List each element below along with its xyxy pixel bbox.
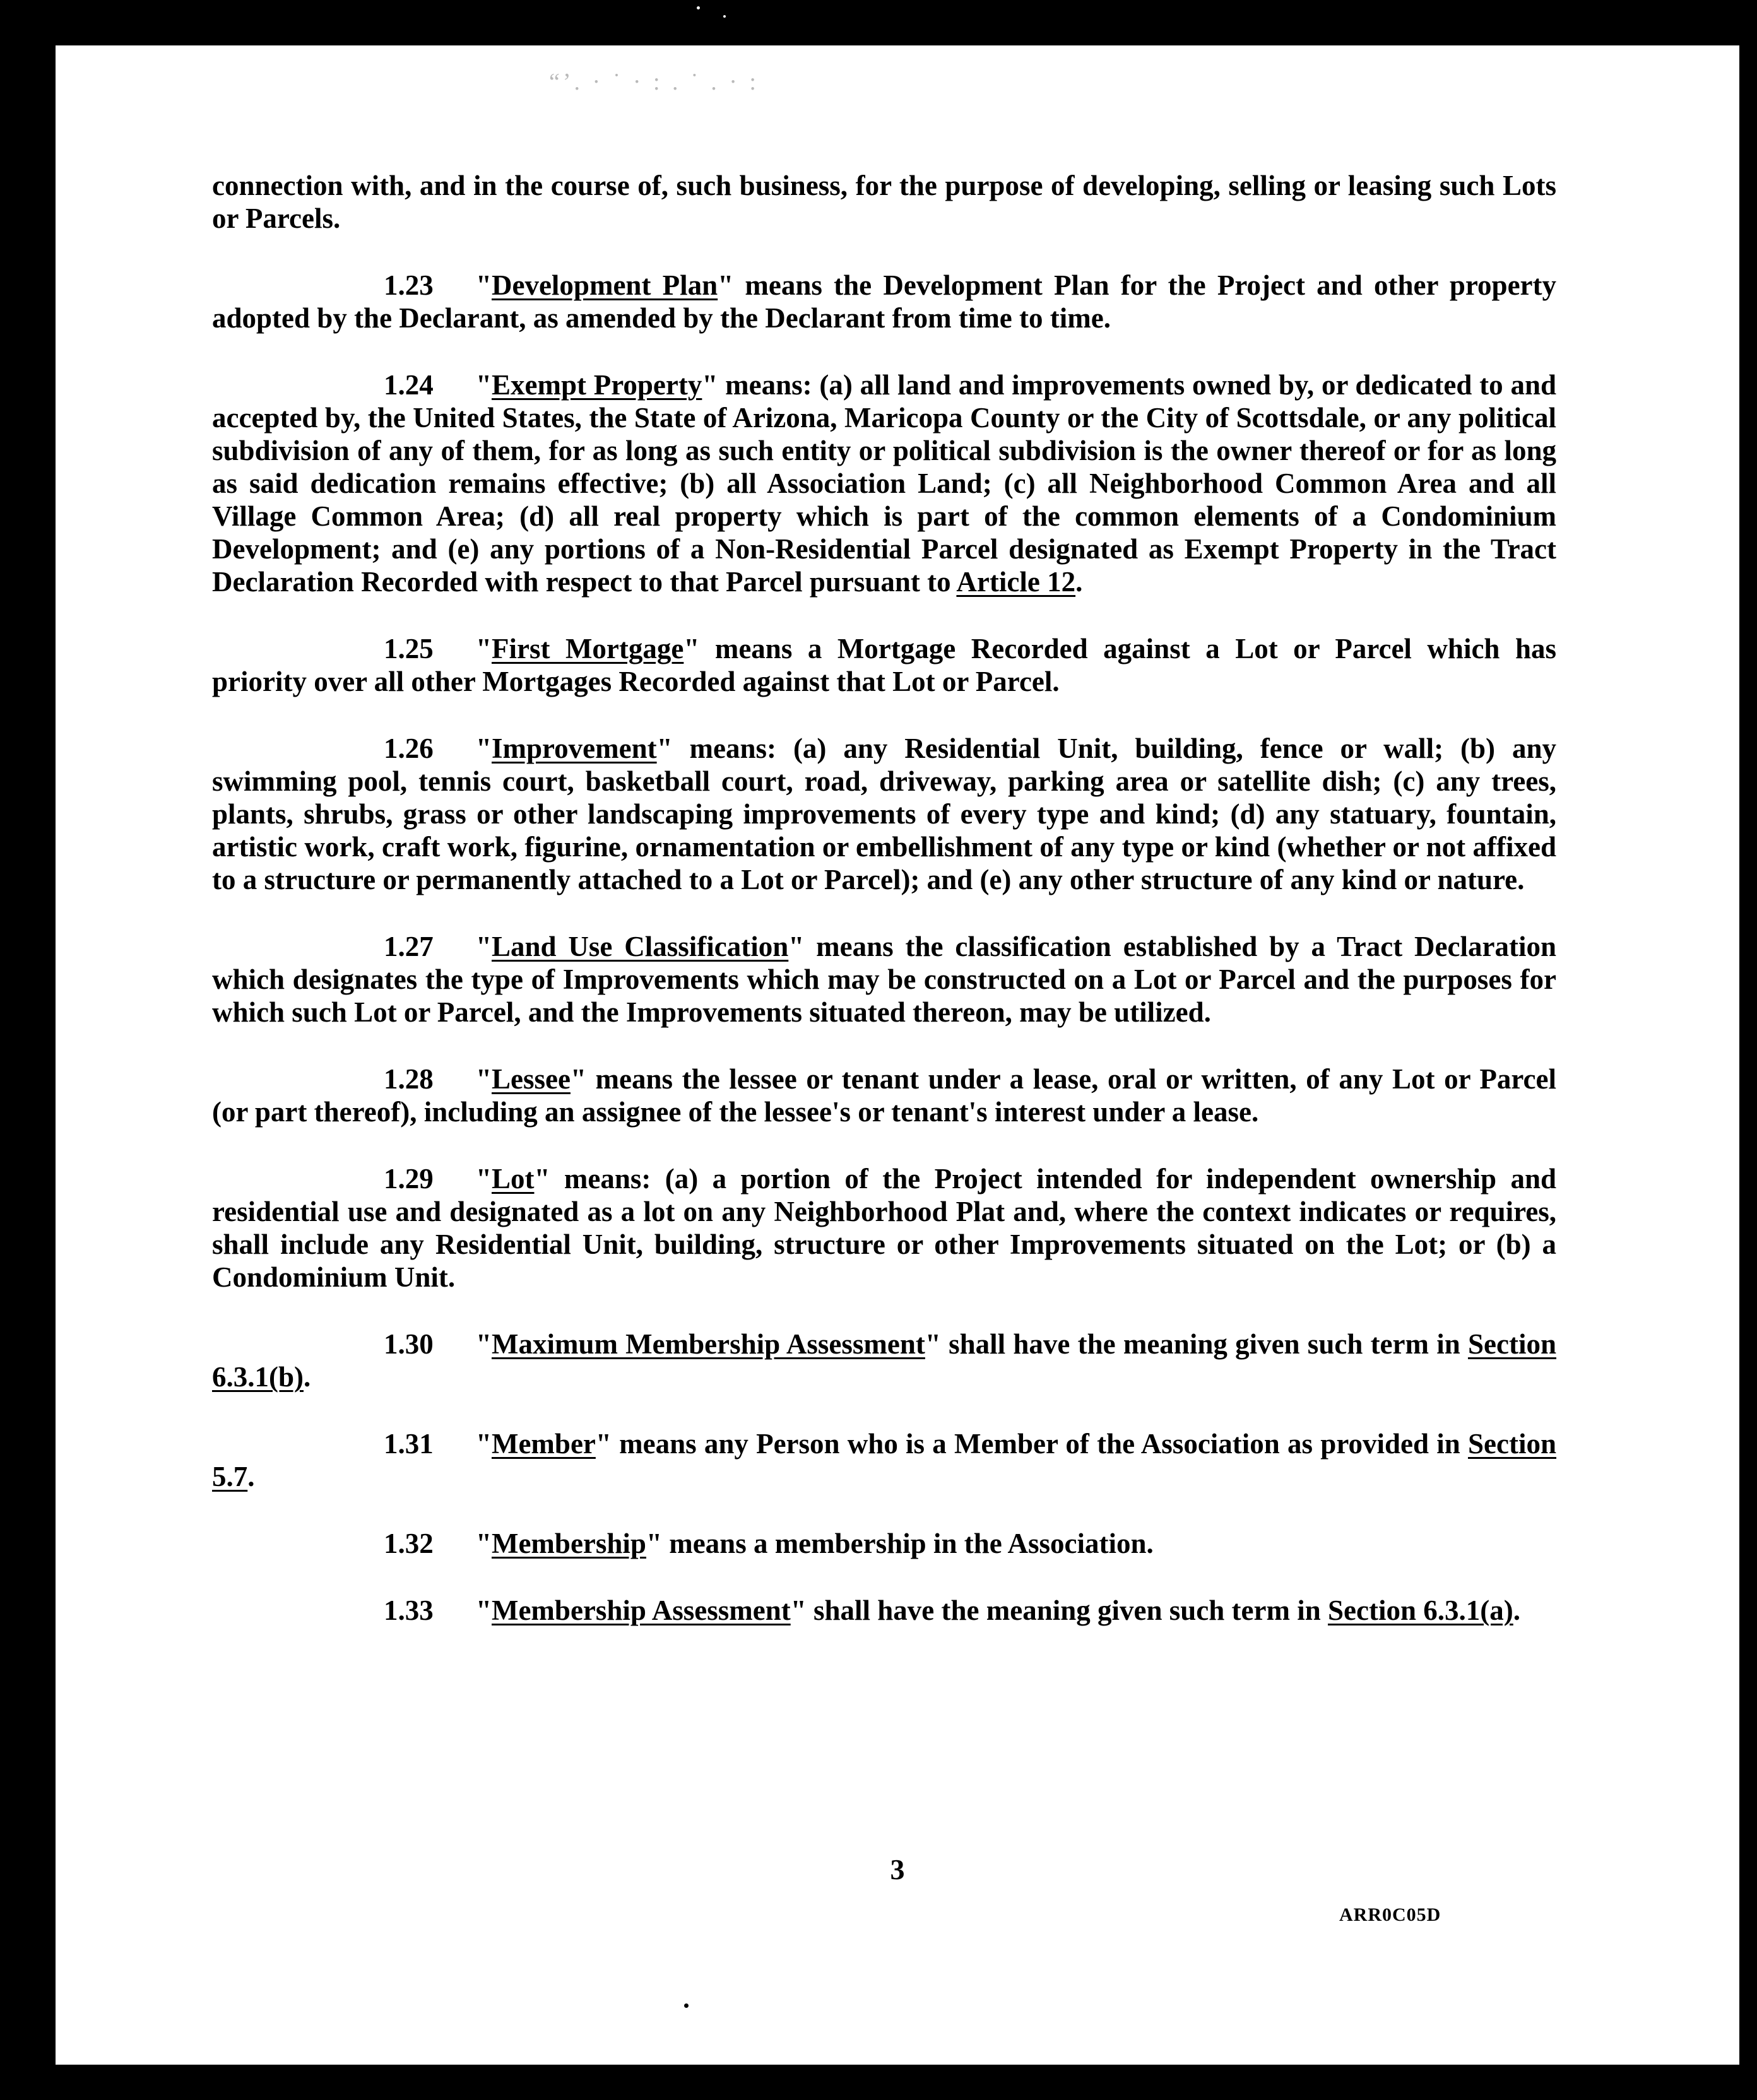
defined-term: First Mortgage	[491, 633, 684, 664]
section-number: 1.29	[384, 1163, 434, 1195]
open-quote: "	[476, 369, 492, 401]
defined-term: Member	[491, 1428, 596, 1460]
definition-text-end: .	[1513, 1595, 1520, 1626]
defined-term: Lessee	[491, 1063, 571, 1095]
open-quote: "	[476, 269, 492, 301]
cross-reference: Article 12	[956, 566, 1076, 598]
faint-header-mark: “’. · ˙ · : . ˙ . · :	[549, 69, 759, 95]
close-quote: "	[595, 1428, 612, 1460]
definition-text: shall have the meaning given such term in	[940, 1328, 1468, 1360]
definition-text: means a membership in the Association.	[661, 1528, 1154, 1559]
paragraph-text: connection with, and in the course of, such business, for the purpose of developing, selling or leasing such Lots or Parcels.	[212, 170, 1556, 234]
open-quote: "	[476, 633, 492, 664]
defined-term: Development Plan	[491, 269, 718, 301]
section-number: 1.32	[384, 1528, 434, 1559]
definition-text: means the classification established by a Tract Declaration which designates the type of Improvements which may be constructed on a Lot or Parcel and the purposes for which such Lot or Parcel, and the Improvements situated thereon, may be utilized.	[212, 931, 1556, 1028]
close-quote: "	[790, 1595, 807, 1626]
defined-term: Lot	[491, 1163, 535, 1195]
definition-1-24	[212, 369, 1556, 598]
document-code: ARR0C05D	[1339, 1904, 1441, 1925]
document-page	[56, 45, 1739, 2065]
open-quote: "	[476, 1595, 492, 1626]
definition-text: means the Development Plan for the Project and other property adopted by the Declarant, as amended by the Declarant from time to time.	[212, 269, 1556, 334]
definition-text: means: (a) a portion of the Project intended for independent ownership and residential use and designated as a lot on any Neighborhood Plat and, where the context indicates or requires, shall include any Residential Unit, building, structure or other Improvements situated on the Lot; or (b) a Condominium Unit.	[212, 1163, 1556, 1293]
definition-1-30	[212, 1328, 1556, 1393]
definition-text: means: (a) any Residential Unit, building, fence or wall; (b) any swimming pool, tennis court, basketball court, road, driveway, parking area or satellite dish; (c) any trees, plants, shrubs, grass or other landscaping improvements of every type and kind; (d) any statuary, fountain, artistic work, craft work, figurine, ornamentation or embellishment of any type or kind (whether or not affixed to a structure or permanently attached to a Lot or Parcel); and (e) any other structure of any kind or nature.	[212, 733, 1556, 895]
document-body	[212, 169, 1556, 1661]
section-number: 1.31	[384, 1428, 434, 1460]
cross-reference: Section 6.3.1(a)	[1328, 1595, 1513, 1626]
definition-text-end: .	[304, 1361, 311, 1393]
definition-1-26	[212, 732, 1556, 896]
cross-reference: Section 5.7	[212, 1428, 1556, 1492]
defined-term: Membership	[491, 1528, 646, 1559]
defined-term: Exempt Property	[491, 369, 702, 401]
close-quote: "	[570, 1063, 586, 1095]
section-number: 1.23	[384, 269, 434, 301]
close-quote: "	[534, 1163, 550, 1195]
definition-text: means a Mortgage Recorded against a Lot or Parcel which has priority over all other Mortgages Recorded against that Lot or Parcel.	[212, 633, 1556, 697]
close-quote: "	[718, 269, 734, 301]
paragraph-continuation	[212, 169, 1556, 235]
scan-speck	[697, 6, 700, 9]
definition-1-32	[212, 1527, 1556, 1560]
page-number: 3	[890, 1853, 905, 1885]
cross-reference: Section 6.3.1(b)	[212, 1328, 1556, 1393]
close-quote: "	[646, 1528, 662, 1559]
section-number: 1.30	[384, 1328, 434, 1360]
defined-term: Maximum Membership Assessment	[491, 1328, 925, 1360]
defined-term: Land Use Classification	[491, 931, 789, 962]
defined-term: Improvement	[491, 733, 657, 764]
open-quote: "	[476, 1428, 492, 1460]
open-quote: "	[476, 1163, 492, 1195]
close-quote: "	[702, 369, 718, 401]
definition-text: means the lessee or tenant under a lease, oral or written, of any Lot or Parcel (or part thereof), including an assignee of the lessee's or tenant's interest under a lease.	[212, 1063, 1556, 1128]
definition-1-23	[212, 269, 1556, 334]
close-quote: "	[656, 733, 673, 764]
open-quote: "	[476, 1063, 492, 1095]
scan-speck	[684, 2003, 689, 2008]
definition-text: means any Person who is a Member of the Association as provided in	[611, 1428, 1468, 1460]
open-quote: "	[476, 931, 492, 962]
section-number: 1.28	[384, 1063, 434, 1095]
close-quote: "	[925, 1328, 941, 1360]
scan-speck	[723, 15, 726, 18]
definition-1-28	[212, 1063, 1556, 1128]
close-quote: "	[683, 633, 700, 664]
definition-text-end: .	[247, 1461, 255, 1492]
section-number: 1.24	[384, 369, 434, 401]
section-number: 1.26	[384, 733, 434, 764]
section-number: 1.27	[384, 931, 434, 962]
definition-1-31	[212, 1427, 1556, 1493]
open-quote: "	[476, 1328, 492, 1360]
scan-speck	[1698, 849, 1701, 852]
section-number: 1.25	[384, 633, 434, 664]
definition-1-33	[212, 1594, 1556, 1627]
definition-1-27	[212, 930, 1556, 1029]
definition-text: shall have the meaning given such term in	[806, 1595, 1328, 1626]
section-number: 1.33	[384, 1595, 434, 1626]
defined-term: Membership Assessment	[491, 1595, 791, 1626]
definition-text-end: .	[1075, 566, 1083, 598]
definition-text: means: (a) all land and improvements owned by, or dedicated to and accepted by, the United States, the State of Arizona, Maricopa County or the City of Scottsdale, or any political subdivision of any of them, for as long as such entity or political subdivision is the owner thereof or for as long as said dedication remains effective; (b) all Association Land; (c) all Neighborhood Common Area and all Village Common Area; (d) all real property which is part of the common elements of a Condominium Development; and (e) any portions of a Non-Residential Parcel designated as Exempt Property in the Tract Declaration Recorded with respect to that Parcel pursuant to	[212, 369, 1556, 598]
open-quote: "	[476, 1528, 492, 1559]
close-quote: "	[788, 931, 805, 962]
open-quote: "	[476, 733, 492, 764]
definition-1-25	[212, 632, 1556, 698]
definition-1-29	[212, 1162, 1556, 1294]
